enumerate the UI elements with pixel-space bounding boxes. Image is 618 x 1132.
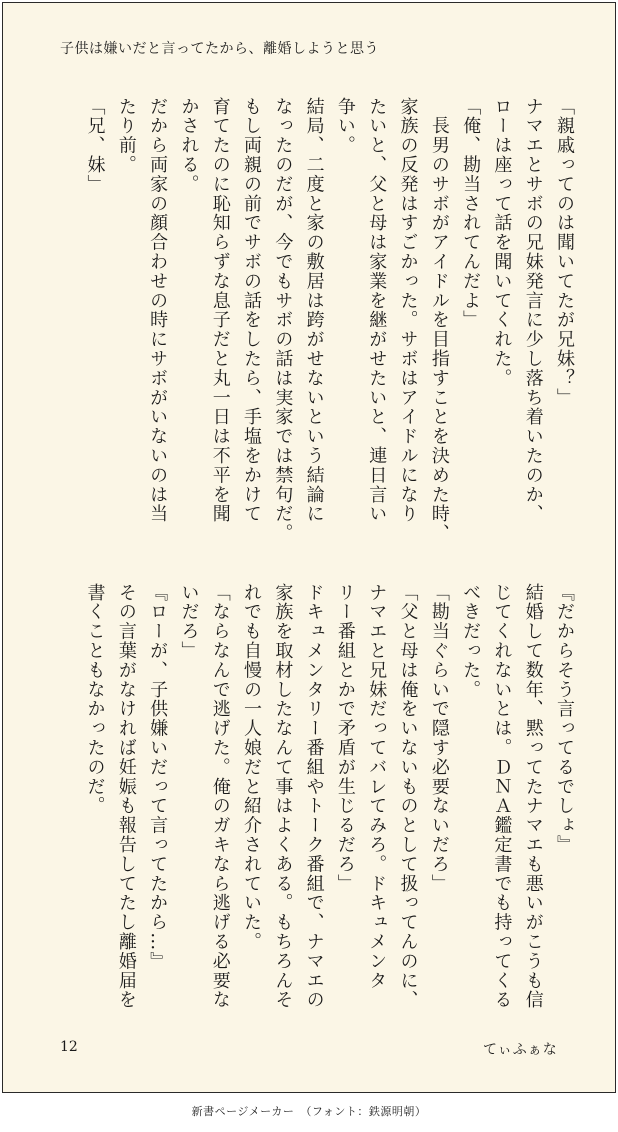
page-number: 12: [60, 1039, 78, 1055]
text-line: 「ならなんで逃げた。俺のガキなら逃げる必要な: [209, 583, 231, 1010]
text-line: ローは座って話を聞いてくれた。: [491, 97, 513, 388]
text-line: 長男のサボがアイドルを目指すことを決めた時、: [428, 97, 450, 544]
text-line: 「俺、勘当されてんだよ」: [460, 97, 482, 330]
text-line: 『だからそう言ってるでしょ』: [554, 583, 575, 855]
text-line: 「親戚ってのは聞いてたが兄妹？」: [554, 97, 575, 408]
text-line: かされる。: [178, 97, 200, 194]
text-line: べきだった。: [460, 583, 482, 700]
text-line: 『ローが、子供嫌いだって言ってたから…』: [147, 583, 169, 971]
text-line: 育てたのに恥知らずな息子だと丸一日は不平を聞: [209, 97, 231, 524]
text-block-lower: [54, 583, 580, 1043]
text-line: ナマエと兄妹だってバレてみろ。ドキュメンタ: [366, 583, 388, 991]
text-line: 争い。: [334, 97, 356, 156]
book-page: [2, 2, 616, 1093]
text-line: その言葉がなければ妊娠も報告してたし離婚届を: [115, 583, 137, 1010]
text-line: たいと、父と母は家業を継がせたいと、連日言い: [366, 97, 388, 524]
author-name: てぃふぁな: [483, 1042, 558, 1058]
text-line: なったのだが、今でもサボの話は実家では禁句だ。: [272, 97, 294, 544]
text-line: もし両親の前でサボの話をしたら、手塩をかけて: [241, 97, 263, 524]
running-title: 子供は嫌いだと言ってたから、離婚しようと思う: [60, 41, 379, 57]
text-line: 結婚して数年、黙ってたナマエも悪いがこうも信: [522, 583, 544, 1010]
text-line: ドキュメンタリー番組やトーク番組で、ナマエの: [303, 583, 325, 1010]
text-line: ナマエとサボの兄妹発言に少し落ち着いたのか、: [522, 97, 544, 524]
text-line: だから両家の顔合わせの時にサボがいないのは当: [147, 97, 169, 524]
text-line: れでも自慢の一人娘だと紹介されていた。: [241, 583, 263, 952]
text-block-upper: [54, 97, 580, 557]
generator-credit: 新書ページメーカー （フォント：鉄源明朝）: [191, 1105, 427, 1118]
text-line: たり前。: [115, 97, 137, 175]
text-line: 「兄、妹」: [84, 97, 106, 194]
text-line: じてくれないとは。ＤＮＡ鑑定書でも持ってくる: [491, 583, 513, 1010]
text-line: いだろ」: [178, 583, 200, 661]
text-line: 家族を取材したなんて事はよくある。もちろんそ: [272, 583, 294, 1010]
text-line: 「勘当ぐらいで隠す必要ないだろ」: [428, 583, 450, 894]
text-line: 「父と母は俺をいないものとして扱ってんのに、: [397, 583, 419, 1010]
text-line: 書くこともなかったのだ。: [84, 583, 106, 816]
text-line: リー番組とかで矛盾が生じるだろ」: [334, 583, 356, 894]
text-line: 結局、二度と家の敷居は跨がせないという結論に: [303, 97, 325, 524]
text-line: 家族の反発はすごかった。サボはアイドルになり: [397, 97, 419, 524]
